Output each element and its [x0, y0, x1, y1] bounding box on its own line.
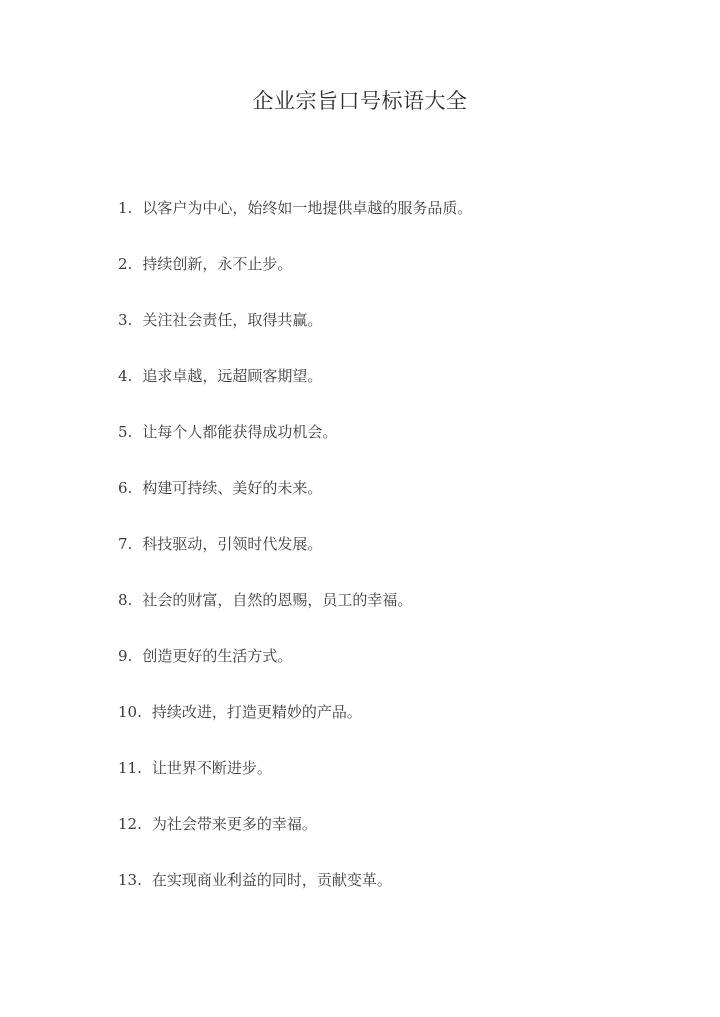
item-number: 6. — [118, 479, 133, 497]
page-title: 企业宗旨口号标语大全 — [252, 89, 468, 113]
slogan-list — [118, 194, 658, 922]
item-number: 3. — [118, 311, 133, 329]
item-number: 9. — [118, 647, 133, 665]
item-text: 创造更好的生活方式。 — [142, 647, 293, 665]
list-item — [118, 642, 658, 698]
item-text: 科技驱动，引领时代发展。 — [142, 535, 323, 553]
item-text: 追求卓越，远超顾客期望。 — [142, 367, 323, 385]
item-text: 让每个人都能获得成功机会。 — [142, 423, 338, 441]
list-item — [118, 250, 658, 306]
item-number: 8. — [118, 591, 133, 609]
item-text: 为社会带来更多的幸福。 — [151, 815, 317, 833]
item-text: 持续改进，打造更精妙的产品。 — [151, 703, 362, 721]
list-item — [118, 474, 658, 530]
item-number: 12. — [118, 815, 142, 833]
item-text: 构建可持续、美好的未来。 — [142, 479, 323, 497]
list-item — [118, 530, 658, 586]
list-item — [118, 586, 658, 642]
list-item — [118, 698, 658, 754]
list-item — [118, 362, 658, 418]
item-text: 关注社会责任，取得共赢。 — [142, 311, 323, 329]
item-number: 4. — [118, 367, 133, 385]
item-number: 5. — [118, 423, 133, 441]
item-number: 10. — [118, 703, 142, 721]
list-item — [118, 418, 658, 474]
item-number: 13. — [118, 871, 142, 889]
list-item — [118, 754, 658, 810]
item-text: 让世界不断进步。 — [151, 759, 272, 777]
list-item — [118, 194, 658, 250]
list-item — [118, 866, 658, 922]
item-text: 在实现商业利益的同时，贡献变革。 — [151, 871, 392, 889]
item-text: 持续创新，永不止步。 — [142, 255, 293, 273]
list-item — [118, 306, 658, 362]
item-number: 2. — [118, 255, 133, 273]
item-text: 以客户为中心，始终如一地提供卓越的服务品质。 — [142, 199, 473, 217]
item-number: 1. — [118, 199, 133, 217]
item-number: 11. — [118, 759, 142, 777]
item-number: 7. — [118, 535, 133, 553]
list-item — [118, 810, 658, 866]
item-text: 社会的财富，自然的恩赐，员工的幸福。 — [142, 591, 413, 609]
